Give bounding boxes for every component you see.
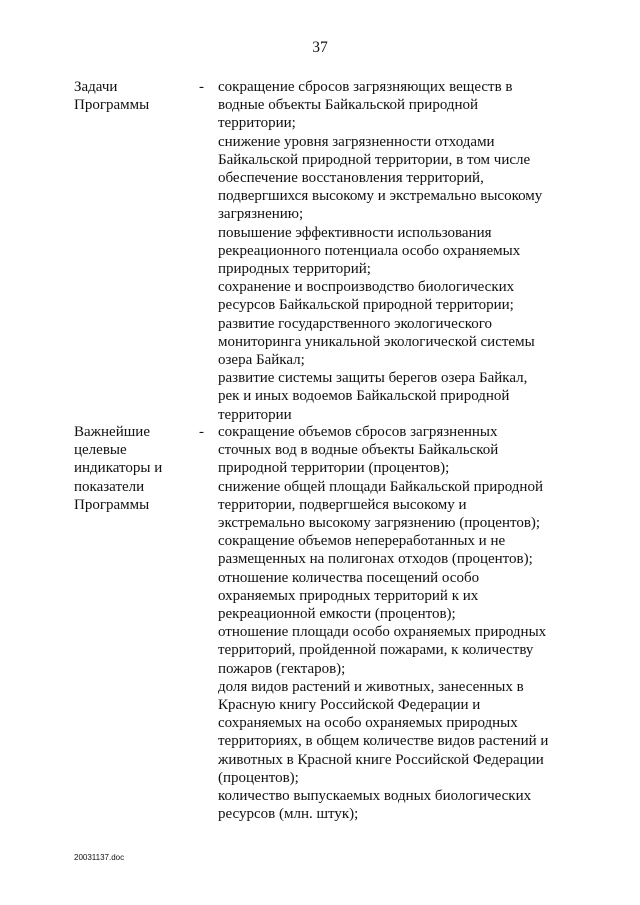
list-dash: - [199, 79, 204, 95]
list-item: снижение уровня загрязненности отходами Байкальской природной территории, в том числе обеспечение восстановления территорий, подвергшихся высокому и экстремально высокому загрязнению; [218, 133, 543, 223]
list-item: сохранение и воспроизводство биологических ресурсов Байкальской природной территории; [218, 279, 515, 314]
list-item: отношение площади особо охраняемых природных территорий, пройденной пожарами, к количеству пожаров (гектаров); [218, 624, 547, 677]
list-dash: - [199, 424, 204, 440]
list-item: повышение эффективности использования рекреационного потенциала особо охраняемых природных территорий; [218, 224, 521, 278]
list-item: развитие государственного экологического мониторинга уникальной экологической системы озера Байкал; [218, 315, 535, 369]
section-items [218, 78, 568, 424]
list-item: снижение общей площади Байкальской природной территории, подвергшейся высокому и экстремально высокому загрязнению (процентов); [218, 478, 543, 532]
list-item: развитие системы защиты берегов озера Байкал, рек и иных водоемов Байкальской природной территории [218, 370, 528, 423]
footer-filename: 20031137.doc [74, 853, 125, 862]
list-item: количество выпускаемых водных биологических ресурсов (млн. штук); [218, 788, 532, 823]
section-label: Важнейшие целевые индикаторы и показатели Программы [74, 424, 163, 513]
section-label: Задачи Программы [74, 79, 150, 114]
section-items [218, 423, 568, 823]
list-item: сокращение сбросов загрязняющих веществ в водные объекты Байкальской природной территории; [218, 79, 513, 132]
list-item: доля видов растений и животных, занесенных в Красную книгу Российской Федерации и сохраняемых на особо охраняемых природных территориях, в общем количестве видов растений и животных в Красной книге Российской Федерации (процентов); [218, 678, 549, 786]
page-number: 37 [312, 39, 328, 56]
list-item: отношение количества посещений особо охраняемых природных территорий к их рекреационной емкости (процентов); [218, 569, 480, 623]
list-item: сокращение объемов непереработанных и не размещенных на полигонах отходов (процентов); [218, 533, 533, 568]
list-item: сокращение объемов сбросов загрязненных сточных вод в водные объекты Байкальской природной территории (процентов); [218, 424, 499, 477]
